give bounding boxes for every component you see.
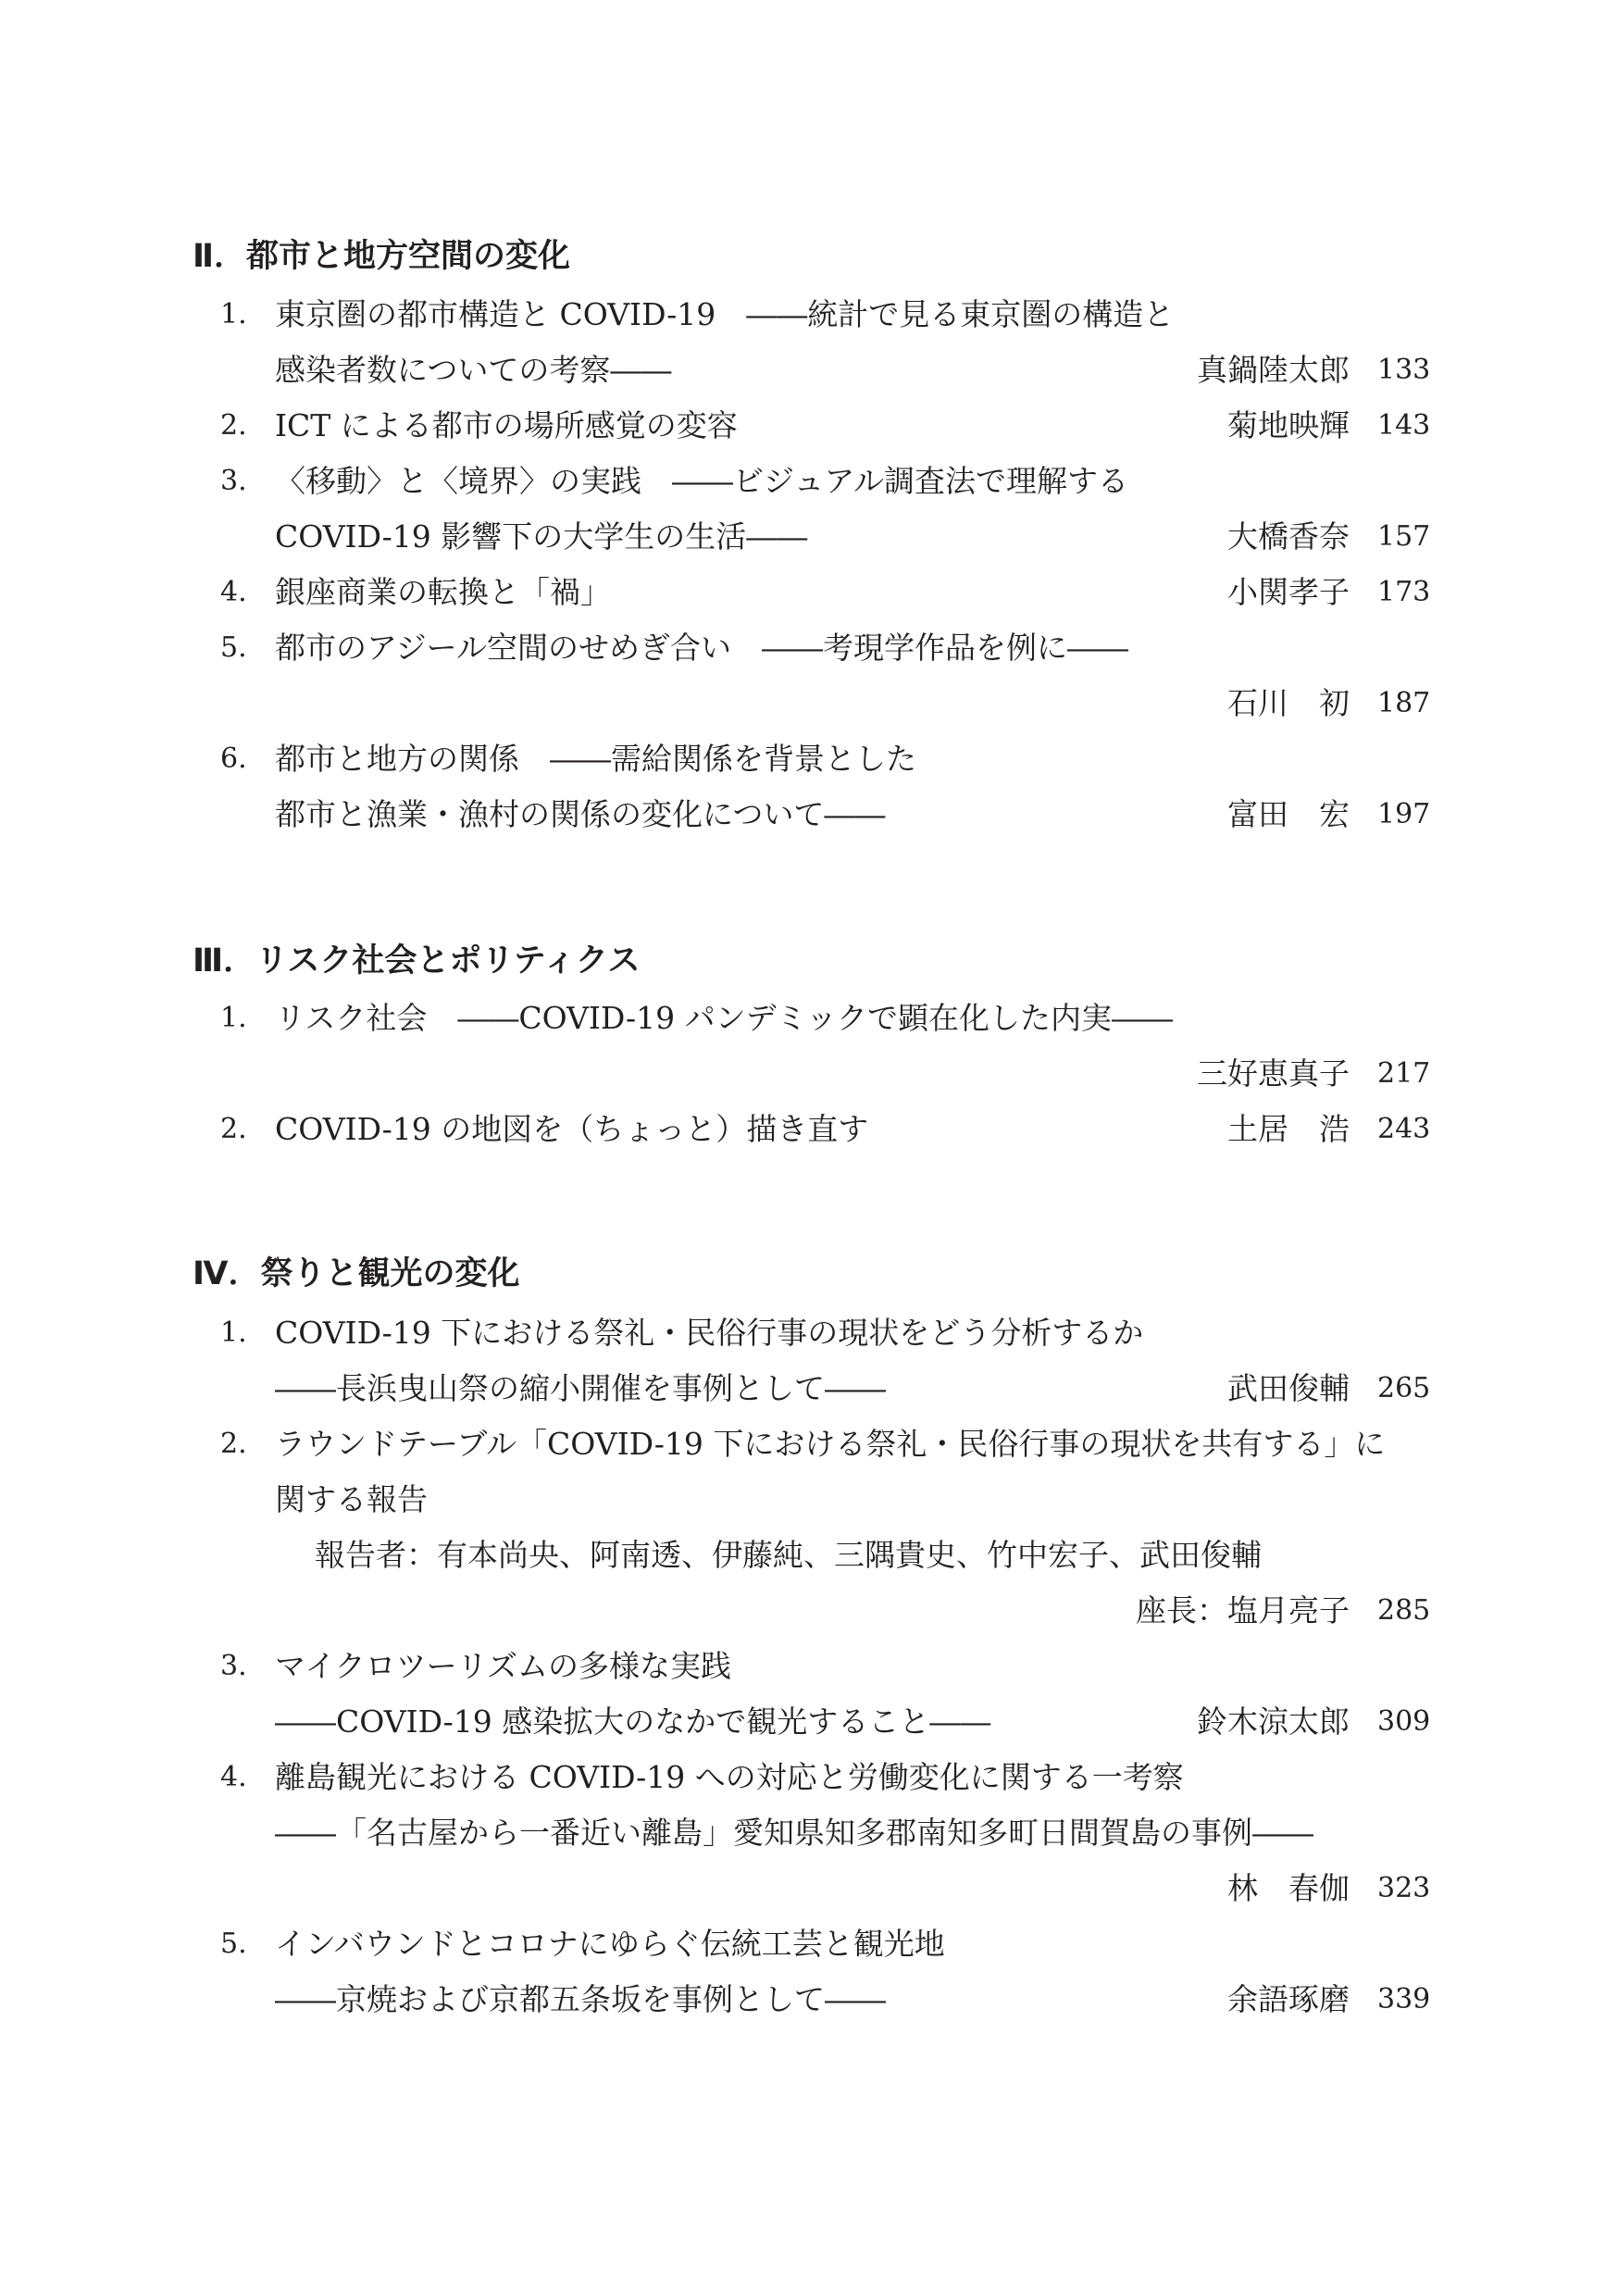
entry-title: マイクロツーリズムの多様な実践 (275, 1648, 732, 1684)
entry-number: 3. (220, 465, 247, 497)
entry-author: 三好恵真子 (1197, 1055, 1350, 1092)
section-heading-3: Ⅲ．リスク社会とポリティクス (193, 942, 641, 980)
entry-number: 3. (220, 1650, 247, 1682)
entry-page: 143 (1377, 409, 1431, 442)
entry-number: 2. (220, 409, 247, 442)
entry-number: 4. (220, 1761, 247, 1793)
entry-number: 5. (220, 631, 247, 664)
entry-title: インバウンドとコロナにゆらぐ伝統工芸と観光地 (275, 1926, 945, 1962)
entry-page: 265 (1377, 1372, 1431, 1404)
section-heading-4: Ⅳ．祭りと観光の変化 (193, 1255, 520, 1292)
entry-subtitle: ――考現学作品を例に―― (762, 630, 1129, 666)
entry-title: ラウンドテーブル「COVID-19 下における祭礼・民俗行事の現状を共有する」に (275, 1426, 1386, 1462)
entry-title: 銀座商業の転換と「禍」 (275, 574, 611, 610)
entry-title: 東京圏の都市構造と COVID-19 ――統計で見る東京圏の構造と (275, 296, 1175, 332)
entry-number: 2. (220, 1113, 247, 1145)
entry-number: 1. (220, 1316, 247, 1349)
entry-author: 大橋香奈 (1227, 518, 1350, 555)
entry-author: 武田俊輔 (1227, 1370, 1350, 1406)
entry-reporters: 報告者：有本尚央、阿南透、伊藤純、三隅貴史、竹中宏子、武田俊輔 (315, 1537, 1262, 1573)
entry-author: 小関孝子 (1227, 574, 1350, 610)
entry-page: 197 (1377, 798, 1431, 830)
entry-page: 309 (1377, 1705, 1431, 1738)
entry-title: 都市のアジール空間のせめぎ合い ――考現学作品を例に―― (275, 630, 1129, 666)
entry-number: 6. (220, 742, 247, 775)
entry-title: ICT による都市の場所感覚の変容 (275, 407, 738, 443)
entry-title-line2: ――長浜曳山祭の縮小開催を事例として―― (275, 1370, 886, 1406)
entry-title: COVID-19 下における祭礼・民俗行事の現状をどう分析するか (275, 1315, 1144, 1351)
entry-title-line2: ――京焼および京都五条坂を事例として―― (275, 1981, 886, 2017)
entry-page: 133 (1377, 354, 1431, 386)
entry-title-line2: 都市と漁業・漁村の関係の変化について―― (275, 796, 886, 832)
entry-title-line2: ――「名古屋から一番近い離島」愛知県知多郡南知多町日間賀島の事例―― (275, 1815, 1313, 1851)
entry-title: リスク社会 ――COVID-19 パンデミックで顕在化した内実―― (275, 1000, 1173, 1036)
entry-number: 4. (220, 576, 247, 608)
entry-page: 339 (1377, 1983, 1431, 2015)
entry-title: 離島観光における COVID-19 への対応と労働変化に関する一考察 (275, 1759, 1184, 1795)
entry-subtitle: ――需給関係を背景とした (550, 741, 916, 777)
entry-author: 菊地映輝 (1227, 407, 1350, 443)
entry-author: 鈴木涼太郎 (1197, 1703, 1350, 1740)
entry-title-line2: 感染者数についての考察―― (275, 352, 672, 388)
entry-page: 323 (1377, 1872, 1431, 1904)
entry-author: 真鍋陸太郎 (1197, 352, 1350, 388)
entry-author: 石川 初 (1227, 685, 1350, 721)
entry-page: 187 (1377, 687, 1431, 719)
entry-subtitle: ――統計で見る東京圏の構造と (746, 296, 1175, 332)
entry-page: 285 (1377, 1594, 1431, 1627)
entry-subtitle: ――ビジュアル調査法で理解する (672, 463, 1129, 499)
entry-number: 2. (220, 1428, 247, 1460)
entry-author: 座長：塩月亮子 (1136, 1592, 1350, 1628)
entry-page: 243 (1377, 1113, 1431, 1145)
section-heading-2: Ⅱ．都市と地方空間の変化 (193, 238, 571, 275)
entry-title: 〈移動〉と〈境界〉の実践 ――ビジュアル調査法で理解する (275, 463, 1129, 499)
entry-author: 土居 浩 (1227, 1111, 1350, 1147)
entry-number: 5. (220, 1928, 247, 1960)
entry-number: 1. (220, 1002, 247, 1034)
entry-title-line2: COVID-19 影響下の大学生の生活―― (275, 518, 808, 555)
entry-title: COVID-19 の地図を（ちょっと）描き直す (275, 1111, 869, 1147)
entry-author: 林 春伽 (1227, 1870, 1350, 1906)
entry-number: 1. (220, 298, 247, 331)
entry-page: 217 (1377, 1057, 1431, 1090)
entry-title-line2: 関する報告 (275, 1481, 428, 1517)
entry-author: 余語琢磨 (1227, 1981, 1350, 2017)
entry-title-line2: ――COVID-19 感染拡大のなかで観光すること―― (275, 1703, 991, 1740)
entry-page: 173 (1377, 576, 1431, 608)
entry-author: 富田 宏 (1227, 796, 1350, 832)
entry-subtitle: ――COVID-19 パンデミックで顕在化した内実―― (457, 1000, 1173, 1036)
entry-title: 都市と地方の関係 ――需給関係を背景とした (275, 741, 916, 777)
entry-page: 157 (1377, 520, 1431, 553)
